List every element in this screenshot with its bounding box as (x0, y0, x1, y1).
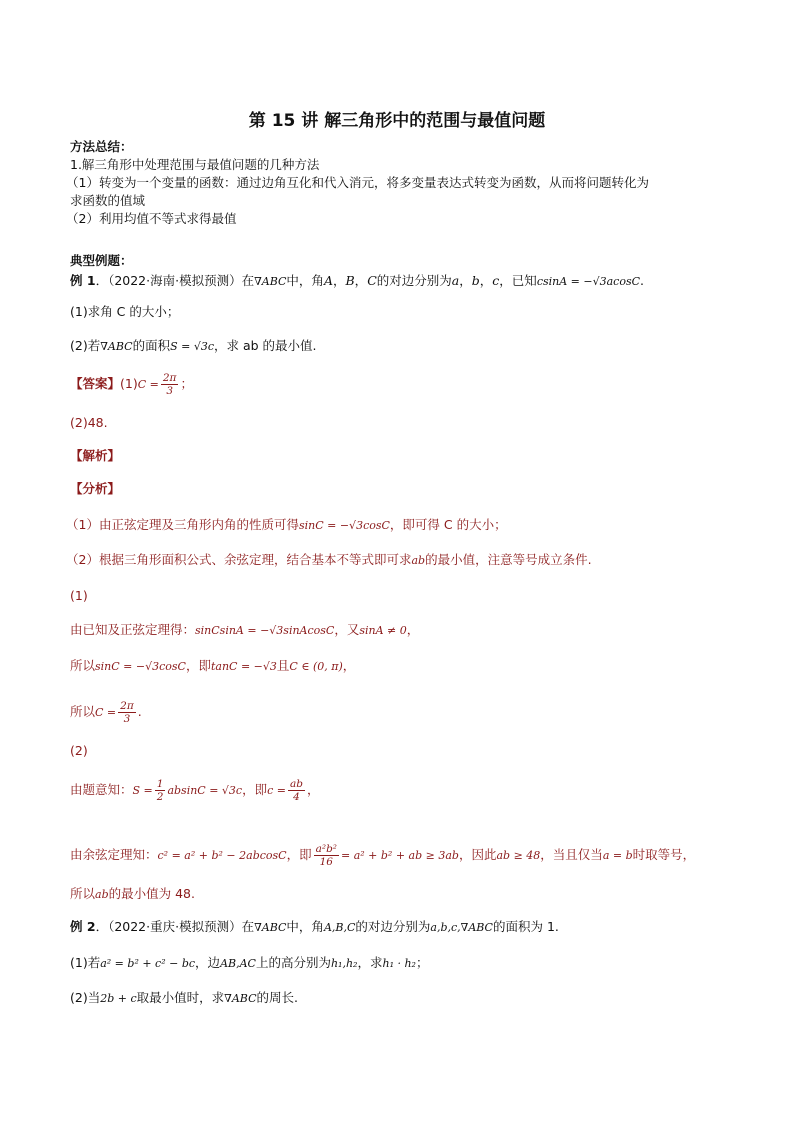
method-line-2: （1）转变为一个变量的函数：通过边角互化和代入消元，将多变量表达式转变为函数，从而将问题转化为 (66, 175, 649, 190)
solution-part-2-label: (2) (70, 743, 88, 758)
solution-step-5: 由余弦定理知：c² = a² + b² − 2abcosC，即 $\frac{\text{a²b²}}{16}$ = a² + b² + ab ≥ 3ab，因此ab ≥ 48，当且仅当a = b时取等号， (70, 843, 696, 868)
example-1-question-2: (2)若∇ABC的面积S = √3c，求 ab 的最小值. (70, 338, 317, 353)
example-1-question-1: (1)求角 C 的大小； (70, 304, 180, 319)
answer-label: 【答案】 (70, 376, 121, 391)
answer-line-2: (2)48. (70, 415, 108, 430)
answer-line-1: 【答案】(1)C = $\frac{2\pi}{3}$ ； (70, 372, 193, 397)
example-2-label: 例 2 (70, 919, 96, 934)
method-line-3: 求函数的值域 (70, 193, 146, 208)
solution-step-4: 由题意知：S = $\frac{1}{2}$ absinC = √3c，即c = $\frac{ab}{4}$ ， (70, 778, 320, 803)
example-1-label: 例 1 (70, 273, 96, 288)
method-line-1: 1.解三角形中处理范围与最值问题的几种方法 (70, 157, 320, 172)
method-line-4: （2）利用均值不等式求得最值 (66, 211, 237, 226)
solution-step-1: 由已知及正弦定理得：sinCsinA = −√3sinAcosC，又sinA ≠ 0， (70, 622, 420, 637)
analysis-point-2: （2）根据三角形面积公式、余弦定理，结合基本不等式即可求ab的最小值，注意等号成立条件. (66, 552, 592, 567)
analysis-label: 【解析】 (70, 448, 121, 463)
solution-step-2: 所以sinC = −√3cosC，即tanC = −√3且C ∈ (0, π)， (70, 658, 356, 673)
example-2-question-2: (2)当2b + c取最小值时，求∇ABC的周长. (70, 990, 298, 1005)
example-2-stem: 例 2．（2022·重庆·模拟预测）在∇ABC中，角A,B,C的对边分别为a,b,c,∇ABC的面积为 1. (70, 919, 559, 934)
example-2-question-1: (1)若a² = b² + c² − bc，边AB,AC上的高分别为h₁,h₂，求h₁ · h₂； (70, 955, 429, 970)
examples-heading: 典型例题： (70, 253, 133, 268)
solution-part-1-label: (1) (70, 588, 88, 603)
fenxi-label: 【分析】 (70, 481, 121, 496)
page-title: 第 15 讲 解三角形中的范围与最值问题 (248, 111, 546, 131)
method-heading: 方法总结： (70, 139, 133, 154)
solution-step-6: 所以ab的最小值为 48. (70, 886, 195, 901)
solution-step-3: 所以C = $\frac{2\pi}{3}$ . (70, 700, 142, 725)
example-1-stem: 例 1．（2022·海南·模拟预测）在∇ABC中，角A，B，C的对边分别为a，b，c，已知csinA = −√3acosC. (70, 273, 644, 288)
given-condition: csinA = −√3acosC (536, 275, 641, 288)
analysis-point-1: （1）由正弦定理及三角形内角的性质可得sinC = −√3cosC，即可得 C 的大小； (66, 517, 507, 532)
